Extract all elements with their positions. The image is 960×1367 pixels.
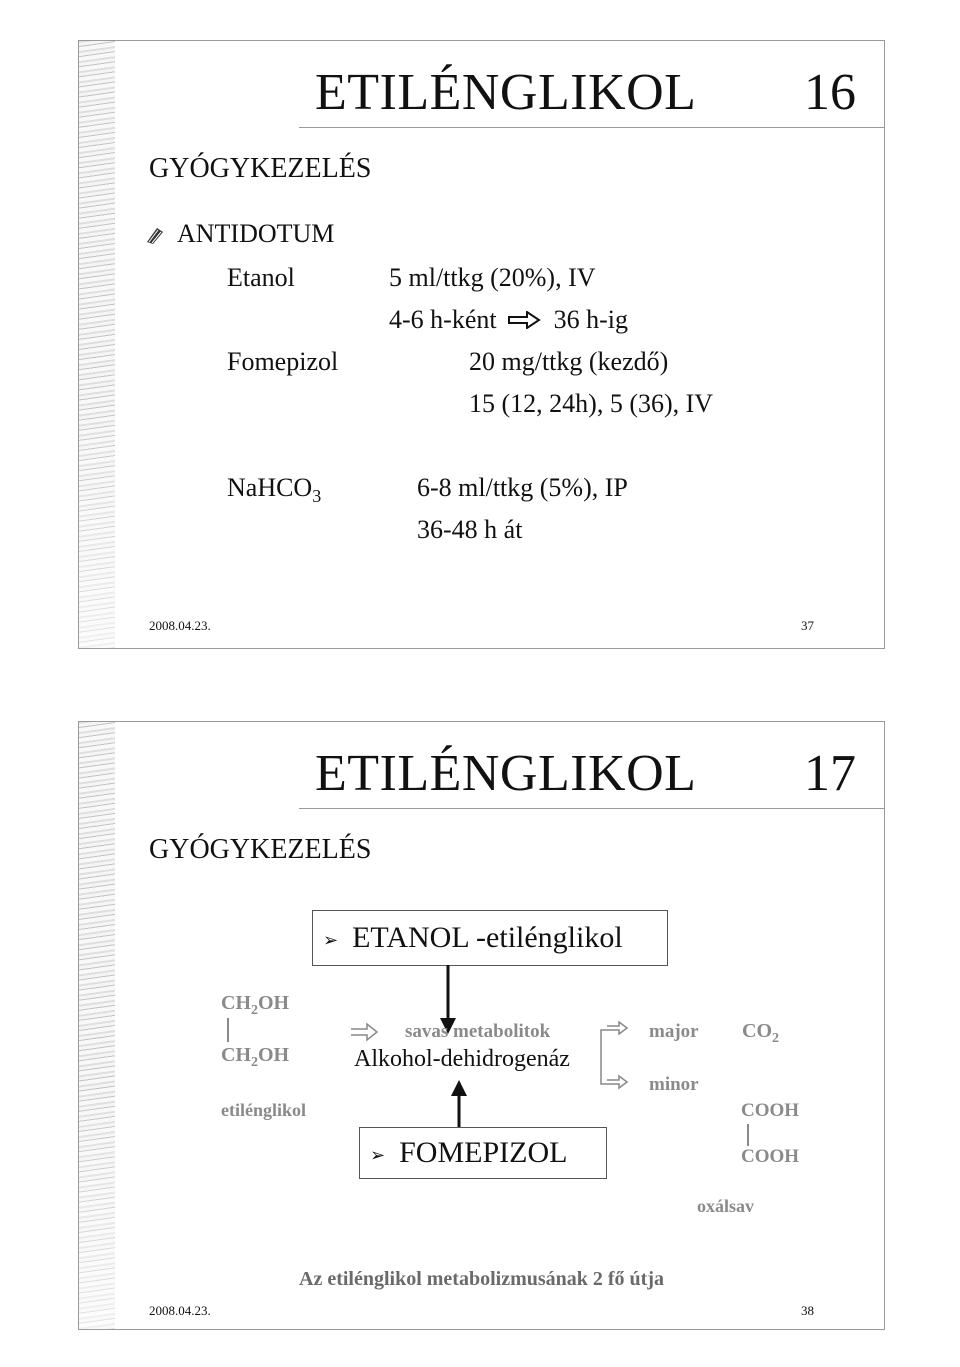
etanol-label: Etanol [227,263,295,292]
bond-line [747,1124,749,1146]
etanol-box: ➢ ETANOL -etilénglikol [312,910,668,966]
etilenglikol-label: etilénglikol [221,1100,306,1120]
cooh-bottom: COOH [741,1146,800,1167]
fomepizol-box: ➢ FOMEPIZOL [359,1127,607,1179]
ch2oh-top: $CH_2OH$ [221,992,290,1018]
cooh-top: COOH [741,1100,800,1121]
branch-bracket [601,1030,607,1084]
diagram-caption: Az etilénglikol metabolizmusának 2 fő útja [299,1268,664,1290]
slide-subtitle: GYÓGYKEZELÉS [149,153,372,184]
title-divider [299,127,884,128]
fomepizol-label: Fomepizol [227,347,339,376]
nahco3-duration: 36-48 h át [417,515,523,544]
fomepizol-dose-maintenance: 15 (12, 24h), 5 (36), IV [469,389,714,418]
etanol-interval-b: 36 h-ig [553,305,628,334]
slide-title: ETILÉNGLIKOL [315,745,697,802]
bullet-text: ANTIDOTUM [177,219,335,248]
page-number: 38 [801,1303,814,1318]
enzyme-label: Alkohol-dehidrogenáz [354,1046,570,1072]
chevron-right-icon: ➢ [370,1145,386,1166]
bullet-icon [145,226,165,244]
slide-17 [78,721,885,1330]
savas-metabolitok-label: savas metabolitok [405,1021,551,1042]
fomepizol-dose-initial: 20 mg/ttkg (kezdő) [469,347,669,376]
chevron-right-icon: ➢ [323,930,339,951]
minor-label: minor [649,1074,699,1095]
up-arrow-head [451,1080,467,1096]
slide-number: 16 [804,64,856,121]
minor-arrow-icon [607,1076,627,1088]
slide-16 [78,40,885,649]
slide-date: 2008.04.23. [149,618,211,633]
major-label: major [649,1021,699,1042]
oxalsav-label: oxálsav [697,1196,755,1216]
slide-title: ETILÉNGLIKOL [315,64,697,121]
slide-number: 17 [804,745,856,802]
nahco3-label: NaHCO$_3$ [227,473,322,507]
major-arrow-icon [607,1022,627,1034]
slide-date: 2008.04.23. [149,1303,211,1318]
etanol-interval [389,305,628,335]
right-arrow-icon [507,311,541,329]
etanol-dose: 5 ml/ttkg (20%), IV [389,263,596,292]
etanol-interval-a: 4-6 h-ként [389,305,497,334]
co2-label: $CO_2$ [742,1020,779,1046]
bond-line [227,1018,229,1042]
page-number: 37 [801,618,814,633]
hollow-arrow-icon [351,1024,377,1040]
ch2oh-bottom: $CH_2OH$ [221,1044,290,1070]
nahco3-dose: 6-8 ml/ttkg (5%), IP [417,473,628,502]
slide-subtitle: GYÓGYKEZELÉS [149,834,372,865]
